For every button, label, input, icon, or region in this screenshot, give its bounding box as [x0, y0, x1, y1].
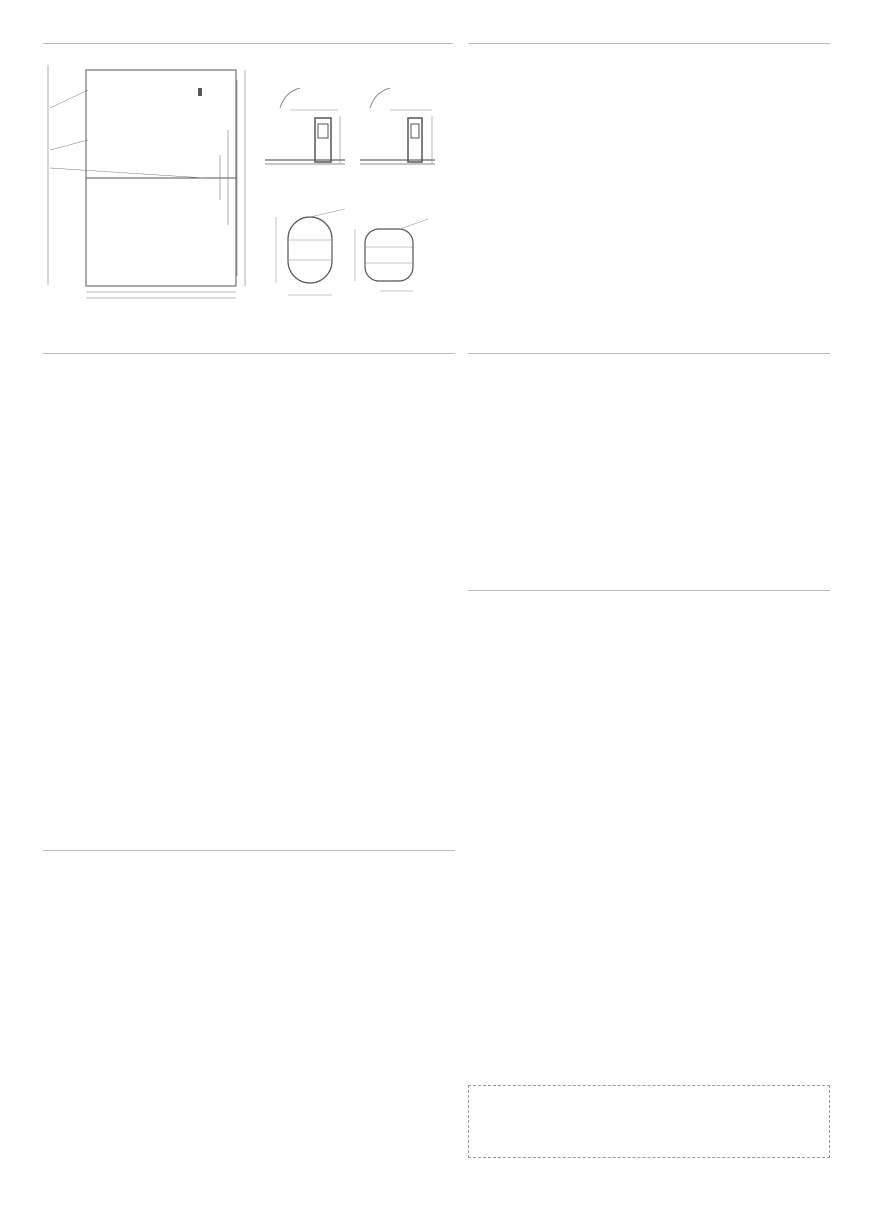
partner-box: [468, 1085, 830, 1158]
mounting-hole-drawing: [270, 205, 440, 300]
rear-view-drawing: [40, 60, 260, 300]
frame-cross-drawing: [260, 88, 460, 178]
iv-curves-chart: [460, 46, 830, 261]
